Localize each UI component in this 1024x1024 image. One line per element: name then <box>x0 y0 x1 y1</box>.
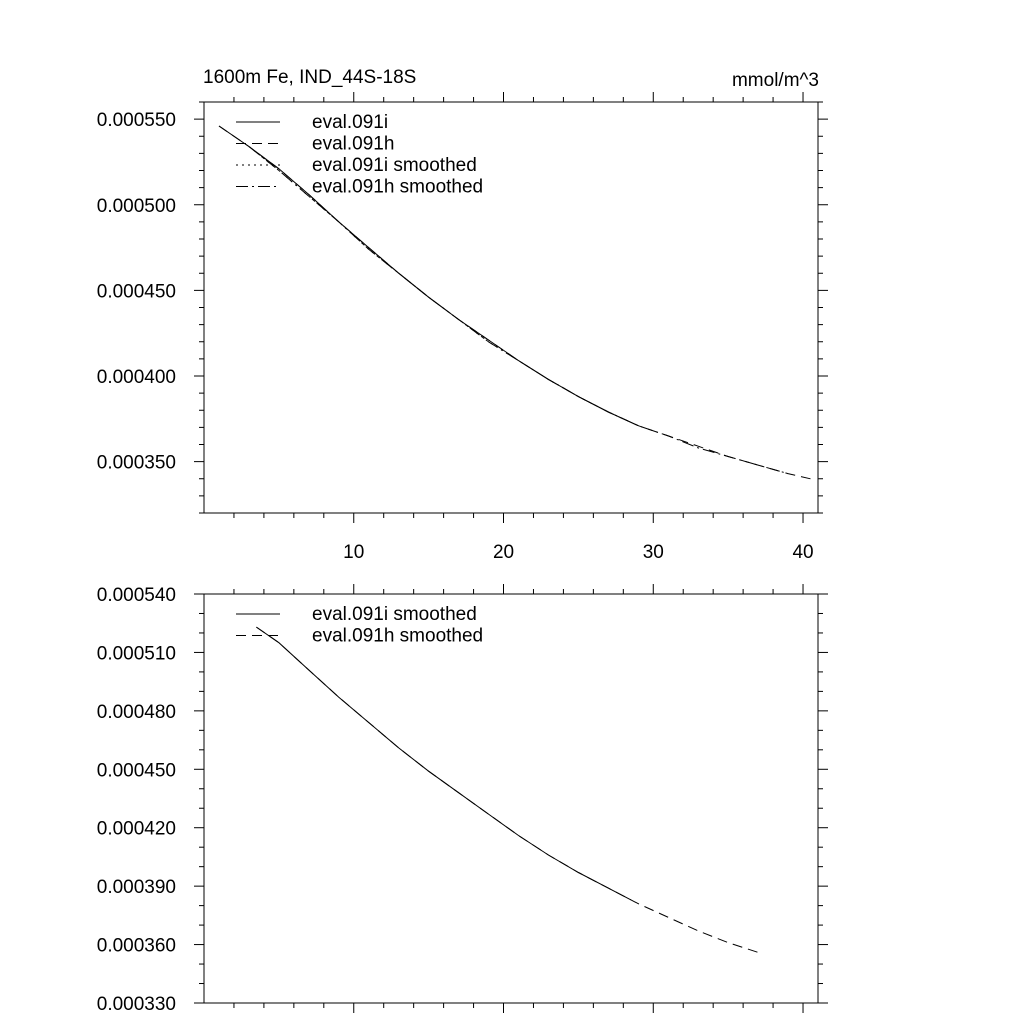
y-tick-label: 0.000330 <box>96 994 176 1015</box>
y-tick-label: 0.000400 <box>96 367 176 388</box>
series-line <box>219 126 811 479</box>
top-panel <box>97 92 828 563</box>
series-line <box>256 627 758 952</box>
y-tick-label: 0.000420 <box>96 818 176 840</box>
y-tick-label: 0.000450 <box>96 760 176 782</box>
y-tick-label: 0.000360 <box>96 935 176 957</box>
y-tick-label: 0.000450 <box>96 281 176 303</box>
y-tick-label: 0.000350 <box>96 452 176 474</box>
bottom-panel <box>97 584 828 1015</box>
x-tick-label: 20 <box>492 542 515 563</box>
x-tick-label: 40 <box>792 542 814 563</box>
legend-label: eval.091h <box>312 133 395 155</box>
legend-label: eval.091i <box>312 112 389 133</box>
y-tick-label: 0.000390 <box>96 877 176 899</box>
y-tick-label: 0.000480 <box>96 701 176 723</box>
x-tick-label: 30 <box>642 542 664 563</box>
y-tick-label: 0.000510 <box>96 643 176 665</box>
y-tick-label: 0.000540 <box>96 585 176 606</box>
plot-frame <box>204 102 818 513</box>
legend-label: eval.091i smoothed <box>312 604 477 625</box>
y-tick-label: 0.000500 <box>96 195 176 217</box>
units-label: mmol/m^3 <box>731 70 819 91</box>
legend-label: eval.091h smoothed <box>312 176 484 198</box>
x-tick-label: 10 <box>343 542 365 563</box>
legend-label: eval.091h smoothed <box>312 625 484 647</box>
legend-label: eval.091i smoothed <box>312 155 477 176</box>
chart-title: 1600m Fe, IND_44S-18S <box>203 67 417 88</box>
y-tick-label: 0.000550 <box>96 110 176 132</box>
series-line <box>256 627 630 900</box>
